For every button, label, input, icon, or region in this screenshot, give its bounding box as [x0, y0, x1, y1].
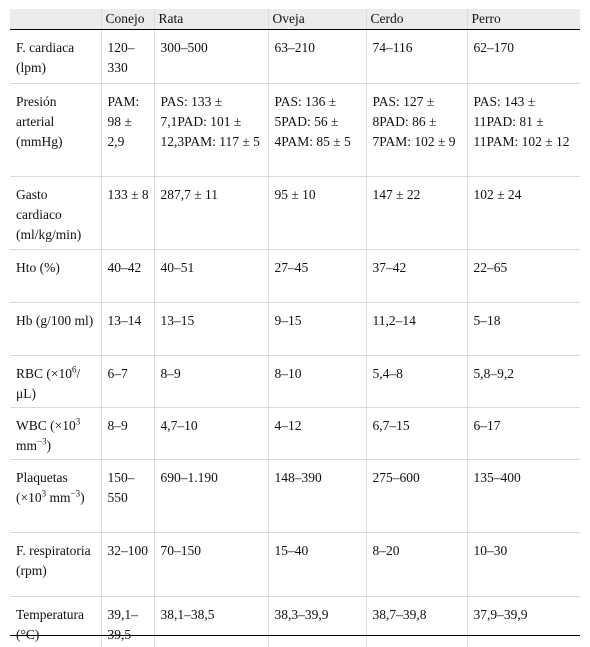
row-label: Hto (%) — [10, 250, 101, 303]
table-row-cardiac-output — [10, 177, 580, 250]
row-label: Temperatura (°C) — [10, 597, 101, 647]
cell-perro: 10–30 — [467, 533, 580, 597]
cell-cerdo: PAS: 127 ± 8PAD: 86 ± 7PAM: 102 ± 9 — [366, 84, 467, 177]
row-label-exponent: 6 — [72, 365, 77, 375]
cell-perro: 102 ± 24 — [467, 177, 580, 250]
cell-perro: PAS: 143 ± 11PAD: 81 ± 11PAM: 102 ± 12 — [467, 84, 580, 177]
row-label: Presión arterial (mmHg) — [10, 84, 101, 177]
cell-oveja: 4–12 — [268, 408, 366, 460]
row-label-close: ) — [80, 490, 85, 505]
header-cell-conejo: Conejo — [101, 9, 154, 30]
row-label: Hb (g/100 ml) — [10, 303, 101, 356]
cell-oveja: 95 ± 10 — [268, 177, 366, 250]
row-label — [10, 356, 101, 408]
cell-cerdo: 6,7–15 — [366, 408, 467, 460]
header-cell-oveja: Oveja — [268, 9, 366, 30]
cell-cerdo: 5,4–8 — [366, 356, 467, 408]
row-label-unit: mm — [46, 490, 70, 505]
row-label-exponent: 3 — [76, 417, 81, 427]
cell-oveja: 63–210 — [268, 30, 366, 84]
row-label-text: Plaquetas (×10 — [16, 470, 68, 505]
row-label-close: ) — [47, 438, 52, 453]
cell-rata: 690–1.190 — [154, 460, 268, 533]
cell-conejo: 8–9 — [101, 408, 154, 460]
cell-conejo: 150–550 — [101, 460, 154, 533]
cell-perro: 37,9–39,9 — [467, 597, 580, 647]
cell-oveja: 27–45 — [268, 250, 366, 303]
cell-cerdo: 275–600 — [366, 460, 467, 533]
row-label-unit: mm — [16, 438, 37, 453]
header-cell-empty — [10, 9, 101, 30]
cell-conejo: 120–330 — [101, 30, 154, 84]
cell-oveja: 38,3–39,9 — [268, 597, 366, 647]
cell-cerdo: 147 ± 22 — [366, 177, 467, 250]
cell-rata: 38,1–38,5 — [154, 597, 268, 647]
cell-oveja: PAS: 136 ± 5PAD: 56 ± 4PAM: 85 ± 5 — [268, 84, 366, 177]
cell-perro: 6–17 — [467, 408, 580, 460]
table-body — [10, 30, 580, 647]
cell-rata: 13–15 — [154, 303, 268, 356]
cell-oveja: 8–10 — [268, 356, 366, 408]
table-row-temperature — [10, 597, 580, 647]
cell-oveja: 15–40 — [268, 533, 366, 597]
header-cell-cerdo: Cerdo — [366, 9, 467, 30]
cell-perro: 135–400 — [467, 460, 580, 533]
header-cell-rata: Rata — [154, 9, 268, 30]
cell-perro: 62–170 — [467, 30, 580, 84]
row-label-unit-exponent: −3 — [71, 489, 81, 499]
cell-rata: 70–150 — [154, 533, 268, 597]
cell-conejo: 40–42 — [101, 250, 154, 303]
table-header — [10, 9, 580, 30]
table-row-heart-rate — [10, 30, 580, 84]
row-label-exponent: 3 — [42, 489, 47, 499]
table-row-blood-pressure — [10, 84, 580, 177]
table-row-rbc — [10, 356, 580, 408]
cell-cerdo: 37–42 — [366, 250, 467, 303]
cell-cerdo: 11,2–14 — [366, 303, 467, 356]
row-label — [10, 408, 101, 460]
header-row — [10, 9, 580, 30]
cell-conejo: 32–100 — [101, 533, 154, 597]
cell-conejo: 133 ± 8 — [101, 177, 154, 250]
cell-perro: 5–18 — [467, 303, 580, 356]
cell-perro: 5,8–9,2 — [467, 356, 580, 408]
row-label: F. respiratoria (rpm) — [10, 533, 101, 597]
row-label-text: RBC (×10 — [16, 366, 72, 381]
table-bottom-rule — [10, 635, 580, 636]
cell-perro: 22–65 — [467, 250, 580, 303]
cell-conejo: PAM: 98 ± 2,9 — [101, 84, 154, 177]
row-label-unit: /μL) — [16, 366, 80, 401]
cell-rata: 300–500 — [154, 30, 268, 84]
cell-cerdo: 8–20 — [366, 533, 467, 597]
table-row-platelets — [10, 460, 580, 533]
cell-rata: 8–9 — [154, 356, 268, 408]
cell-rata: 287,7 ± 11 — [154, 177, 268, 250]
cell-rata: 40–51 — [154, 250, 268, 303]
physiology-table — [10, 9, 580, 647]
table-row-hemoglobin — [10, 303, 580, 356]
table-row-wbc — [10, 408, 580, 460]
row-label-text: WBC (×10 — [16, 418, 76, 433]
row-label-unit-exponent: −3 — [37, 437, 47, 447]
row-label — [10, 460, 101, 533]
cell-rata: 4,7–10 — [154, 408, 268, 460]
cell-conejo: 6–7 — [101, 356, 154, 408]
cell-oveja: 9–15 — [268, 303, 366, 356]
row-label: Gasto cardiaco (ml/kg/min) — [10, 177, 101, 250]
header-cell-perro: Perro — [467, 9, 580, 30]
cell-cerdo: 74–116 — [366, 30, 467, 84]
row-label: F. cardiaca (lpm) — [10, 30, 101, 84]
cell-cerdo: 38,7–39,8 — [366, 597, 467, 647]
table-row-respiratory-rate — [10, 533, 580, 597]
cell-conejo: 39,1–39,5 — [101, 597, 154, 647]
table-row-hematocrit — [10, 250, 580, 303]
cell-conejo: 13–14 — [101, 303, 154, 356]
cell-oveja: 148–390 — [268, 460, 366, 533]
cell-rata: PAS: 133 ± 7,1PAD: 101 ± 12,3PAM: 117 ± 5 — [154, 84, 268, 177]
